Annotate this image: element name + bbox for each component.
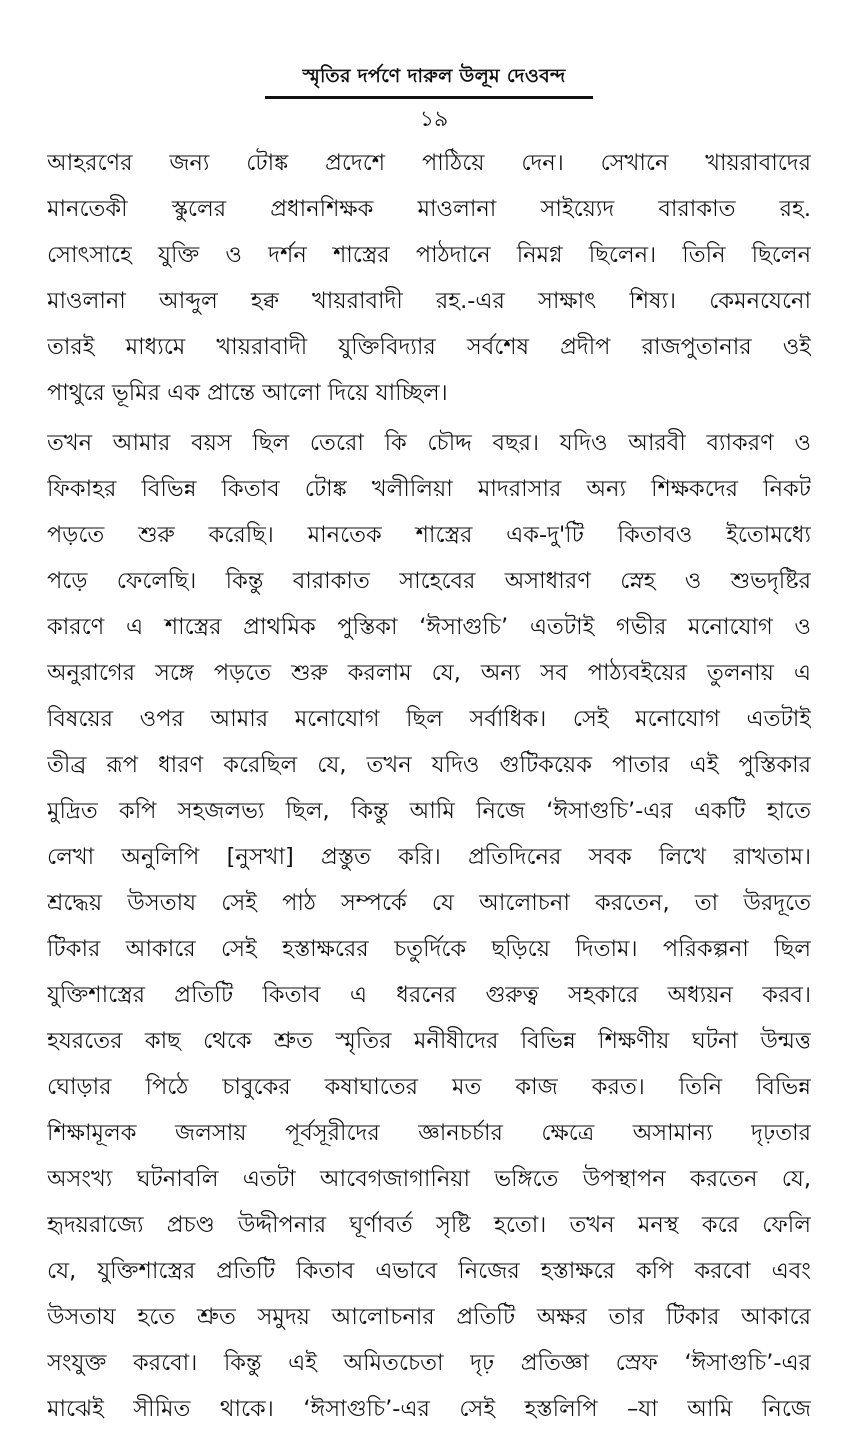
text-line: মাওলানা আব্দুল হক্ব খায়রাবাদী রহ.-এর সাক্ষাৎ শিষ্য। কেমনযেনো <box>47 288 811 314</box>
text-line: ঘোড়ার পিঠে চাবুকের কষাঘাতের মত কাজ করত। তিনি বিভিন্ন <box>47 1074 811 1100</box>
text-line: টিকার আকারে সেই হস্তাক্ষরের চতুর্দিকে ছড়িয়ে দিতাম। পরিকল্পনা ছিল <box>47 936 811 962</box>
text-line: বিষয়ের ওপর আমার মনোযোগ ছিল সর্বাধিক। সেই মনোযোগ এতটাই <box>47 706 811 732</box>
text-line: তখন আমার বয়স ছিল তেরো কি চৌদ্দ বছর। যদিও আরবী ব্যাকরণ ও <box>47 430 811 456</box>
text-line: মানতেকী স্কুলের প্রধানশিক্ষক মাওলানা সাইয়্যেদ বারাকাত রহ. <box>47 196 811 222</box>
text-line: অসংখ্য ঘটনাবলি এতটা আবেগজাগানিয়া ভঙ্গিতে উপস্থাপন করতেন যে, <box>47 1166 811 1192</box>
page-number: ১৯ <box>419 107 449 132</box>
text-line: যে, যুক্তিশাস্ত্রের প্রতিটি কিতাব এভাবে নিজের হস্তাক্ষরে কপি করবো এবং <box>47 1258 811 1284</box>
text-line: পাথুরে ভূমির এক প্রান্তে আলো দিয়ে যাচ্ছিল। <box>47 380 448 406</box>
text-line: সোৎসাহে যুক্তি ও দর্শন শাস্ত্রের পাঠদানে নিমগ্ন ছিলেন। তিনি ছিলেন <box>47 242 811 268</box>
paragraph-1 <box>47 140 811 416</box>
text-line: মুদ্রিত কপি সহজলভ্য ছিল, কিন্তু আমি নিজে ‘ঈসাগুচি’-এর একটি হাতে <box>47 798 811 824</box>
text-line: সংযুক্ত করবো। কিন্তু এই অমিতচেতা দৃঢ় প্রতিজ্ঞা স্রেফ ‘ঈসাগুচি’-এর <box>47 1350 811 1376</box>
header-divider-line <box>265 96 593 99</box>
text-line: যুক্তিশাস্ত্রের প্রতিটি কিতাব এ ধরনের গুরুত্ব সহকারে অধ্যয়ন করব। <box>47 982 811 1008</box>
text-line: শ্রদ্ধেয় উসতায সেই পাঠ সম্পর্কে যে আলোচনা করতেন, তা উরদূতে <box>47 890 811 916</box>
text-line: উসতায হতে শ্রুত সমুদয় আলোচনার প্রতিটি অক্ষর তার টিকার আকারে <box>47 1304 811 1330</box>
text-line: আহরণের জন্য টোঙ্ক প্রদেশে পাঠিয়ে দেন। সেখানে খায়রাবাদের <box>47 150 811 176</box>
text-line: পড়ে ফেলেছি। কিন্তু বারাকাত সাহেবের অসাধারণ স্নেহ ও শুভদৃষ্টির <box>47 568 811 594</box>
running-header-title: স্মৃতির দর্পণে দারুল উলূম দেওবন্দ <box>302 65 566 87</box>
text-line: হৃদয়রাজ্যে প্রচণ্ড উদ্দীপনার ঘূর্ণাবর্ত সৃষ্টি হতো। তখন মনস্থ করে ফেলি <box>47 1212 811 1238</box>
text-line: কারণে এ শাস্ত্রের প্রাথমিক পুস্তিকা ‘ঈসাগুচি’ এতটাই গভীর মনোযোগ ও <box>47 614 811 640</box>
text-line: লেখা অনুলিপি [নুসখা] প্রস্তুত করি। প্রতিদিনের সবক লিখে রাখতাম। <box>47 844 811 870</box>
text-line: মাঝেই সীমিত থাকে। ‘ঈসাগুচি’-এর সেই হস্তলিপি –যা আমি নিজে <box>47 1396 811 1422</box>
text-line: ফিকাহর বিভিন্ন কিতাব টোঙ্ক খলীলিয়া মাদরাসার অন্য শিক্ষকদের নিকট <box>47 476 811 502</box>
text-line: শিক্ষামূলক জলসায় পূর্বসূরীদের জ্ঞানচর্চার ক্ষেত্রে অসামান্য দৃঢ়তার <box>47 1120 811 1146</box>
text-line: তীব্র রূপ ধারণ করেছিল যে, তখন যদিও গুটিকয়েক পাতার এই পুস্তিকার <box>47 752 811 778</box>
body-text <box>47 140 811 1436</box>
text-line: পড়তে শুরু করেছি। মানতেক শাস্ত্রের এক-দু'টি কিতাবও ইতোমধ্যে <box>47 522 811 548</box>
text-line: হযরতের কাছ থেকে শ্রুত স্মৃতির মনীষীদের বিভিন্ন শিক্ষণীয় ঘটনা উন্মত্ত <box>47 1028 811 1054</box>
text-line: অনুরাগের সঙ্গে পড়তে শুরু করলাম যে, অন্য সব পাঠ্যবইয়ের তুলনায় এ <box>47 660 811 686</box>
paragraph-2 <box>47 420 811 1432</box>
text-line: তারই মাধ্যমে খায়রাবাদী যুক্তিবিদ্যার সর্বশেষ প্রদীপ রাজপুতানার ওই <box>47 334 811 360</box>
